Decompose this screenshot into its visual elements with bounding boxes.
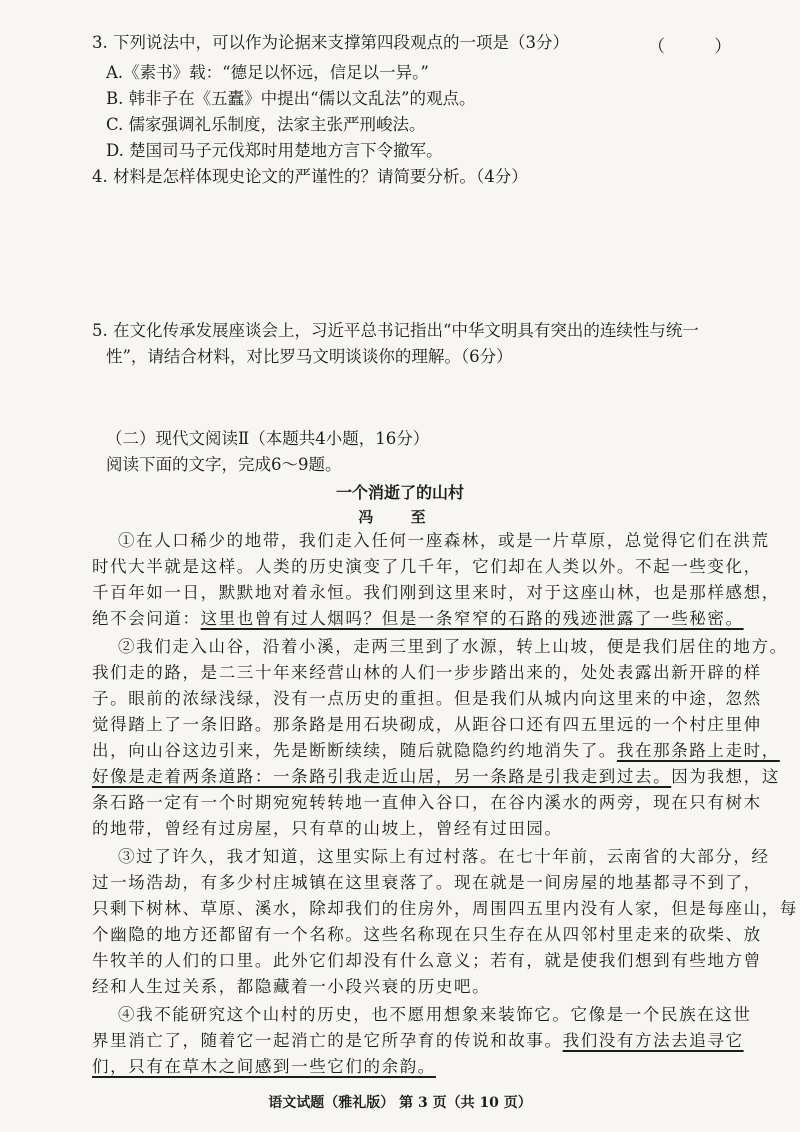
question-5-stem-line2: 性”，请结合材料，对比罗马文明谈谈你的理解。（6分） — [106, 347, 513, 366]
plain-text: 绝不会问道： — [92, 609, 201, 628]
plain-text: 界里消亡了，随着它一起消亡的是它所孕育的传说和故事。 — [92, 1031, 563, 1050]
question-4-stem: 4. 材料是怎样体现史论文的严谨性的？请简要分析。（4分） — [92, 167, 528, 186]
paragraph-2-line: 我们走的路，是二三十年来经营山林的人们一步步踏出来的，处处表露出新开辟的样 — [92, 663, 762, 682]
paragraph-2-line — [92, 740, 780, 762]
paragraph-2-line — [92, 766, 780, 788]
question-3-option-b: B. 韩非子在《五蠹》中提出“儒以文乱法”的观点。 — [106, 89, 476, 108]
paragraph-1-line: 时代大半就是这样。人类的历史演变了几千年，它们却在人类以外。不起一些变化， — [92, 557, 762, 576]
paragraph-2-line: 子。眼前的浓绿浅绿，没有一点历史的重担。但是我们从城内向这里来的中途，忽然 — [92, 689, 762, 708]
paragraph-3-line: 个幽隐的地方还都留有一个名称。这些名称现在只生存在从四邻村里走来的砍柴、放 — [92, 925, 762, 944]
paragraph-3-line: 只剩下树林、草原、溪水，除却我们的住房外，周围四五里内没有人家，但是每座山，每 — [92, 899, 798, 918]
paragraph-2-line: ②我们走入山谷，沿着小溪，走两三里到了水源，转上山坡，便是我们居住的地方。 — [118, 637, 788, 656]
article-title: 一个消逝了的山村 — [335, 483, 464, 502]
question-5-stem-line1: 5. 在文化传承发展座谈会上，习近平总书记指出“中华文明具有突出的连续性与统一 — [92, 321, 699, 340]
section-heading: （二）现代文阅读Ⅱ（本题共4小题，16分） — [106, 429, 430, 448]
paragraph-3-line: 过一场浩劫，有多少村庄城镇在这里衰落了。现在就是一间房屋的地基都寻不到了， — [92, 873, 762, 892]
underlined-text: 我们没有方法去追寻它 — [562, 1031, 744, 1050]
underlined-text: 们，只有在草木之间感到一些它们的余韵。 — [92, 1057, 436, 1076]
paragraph-1-line — [92, 608, 744, 630]
plain-text: 出，向山谷这边引来，先是断断续续，随后就隐隐约约地消失了。 — [92, 741, 617, 760]
paragraph-4-line — [92, 1030, 744, 1052]
article-author: 冯 至 — [358, 508, 442, 526]
paragraph-4-line — [92, 1056, 436, 1078]
paragraph-1-line: 千百年如一日，默默地对着永恒。我们刚到这里来时，对于这座山林，也是那样感想， — [92, 583, 780, 602]
question-3-stem: 3. 下列说法中，可以作为论据来支撑第四段观点的一项是（3分） — [92, 33, 569, 52]
paragraph-3-line: 经和人生过关系，都隐藏着一小段兴衰的历史吧。 — [92, 977, 491, 996]
underlined-text: 好像是走着两条道路：一条路引我走近山居，另一条路是引我走到过去。 — [92, 767, 672, 786]
page-footer: 语文试题（雅礼版） 第 3 页（共 10 页） — [268, 1095, 532, 1111]
paragraph-2-line: 觉得踏上了一条旧路。那条路是用石块砌成，从距谷口还有四五里远的一个村庄里伸 — [92, 715, 762, 734]
question-3-option-c: C. 儒家强调礼乐制度，法家主张严刑峻法。 — [106, 115, 426, 134]
paragraph-2-line: 条石路一定有一个时期宛宛转转地一直伸入谷口，在谷内溪水的两旁，现在只有树木 — [92, 793, 762, 812]
paragraph-1-line: ①在人口稀少的地带，我们走入任何一座森林，或是一片草原，总觉得它们在洪荒 — [118, 531, 770, 550]
section-instruction: 阅读下面的文字，完成6～9题。 — [106, 455, 342, 474]
question-3-option-a: A.《素书》载：“德足以怀远，信足以一异。” — [106, 63, 429, 82]
paragraph-3-line: ③过了许久，我才知道，这里实际上有过村落。在七十年前，云南省的大部分，经 — [118, 847, 770, 866]
underlined-text: 我在那条路上走时， — [616, 741, 780, 760]
plain-text: 因为我想，这 — [671, 767, 780, 786]
paragraph-4-line: ④我不能研究这个山村的历史，也不愿用想象来装饰它。它像是一个民族在这世 — [118, 1005, 752, 1024]
question-3-option-d: D. 楚国司马子元伐郑时用楚地方言下令撤军。 — [106, 141, 443, 160]
answer-parentheses: （ ） — [648, 37, 754, 57]
underlined-text: 这里也曾有过人烟吗？但是一条窄窄的石路的残迹泄露了一些秘密。 — [200, 609, 744, 628]
paragraph-3-line: 牛牧羊的人们的口里。此外它们却没有什么意义；若有，就是使我们想到有些地方曾 — [92, 951, 762, 970]
paragraph-2-line: 的地带，曾经有过房屋，只有草的山坡上，曾经有过田园。 — [92, 819, 563, 838]
